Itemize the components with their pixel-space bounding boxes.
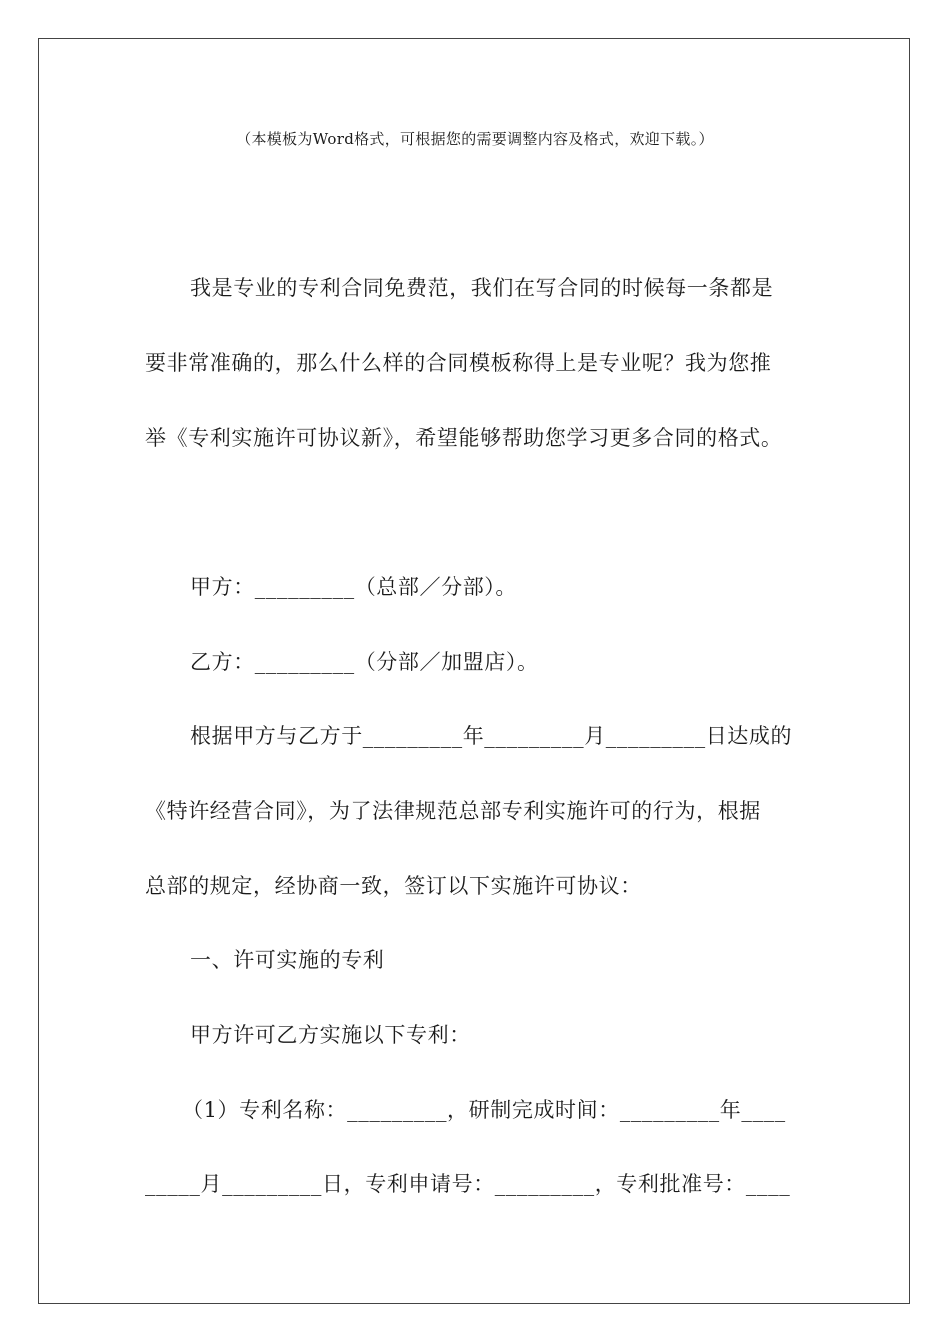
section-1-heading: 一、许可实施的专利 bbox=[190, 948, 385, 972]
intro-line-1: 我是专业的专利合同免费范，我们在写合同的时候每一条都是 bbox=[190, 276, 774, 300]
basis-line-3: 总部的规定，经协商一致，签订以下实施许可协议： bbox=[145, 874, 642, 898]
item-1-line-2: _____月_________日，专利申请号：_________，专利批准号：____ bbox=[145, 1172, 791, 1196]
basis-line-1: 根据甲方与乙方于_________年_________月_________日达成的 bbox=[190, 724, 793, 748]
intro-line-2: 要非常准确的，那么什么样的合同模板称得上是专业呢？我为您推 bbox=[145, 351, 772, 375]
section-1-intro: 甲方许可乙方实施以下专利： bbox=[190, 1023, 471, 1047]
template-note: （本模板为Word格式，可根据您的需要调整内容及格式，欢迎下载。） bbox=[236, 130, 714, 148]
party-b-line: 乙方：_________（分部／加盟店）。 bbox=[190, 650, 539, 674]
party-a-line: 甲方：_________（总部／分部）。 bbox=[190, 575, 517, 599]
item-1-line-1: （1）专利名称：_________，研制完成时间：_________年____ bbox=[182, 1098, 786, 1122]
intro-line-3: 举《专利实施许可协议新》，希望能够帮助您学习更多合同的格式。 bbox=[145, 426, 783, 450]
basis-line-2: 《特许经营合同》，为了法律规范总部专利实施许可的行为，根据 bbox=[145, 799, 761, 823]
